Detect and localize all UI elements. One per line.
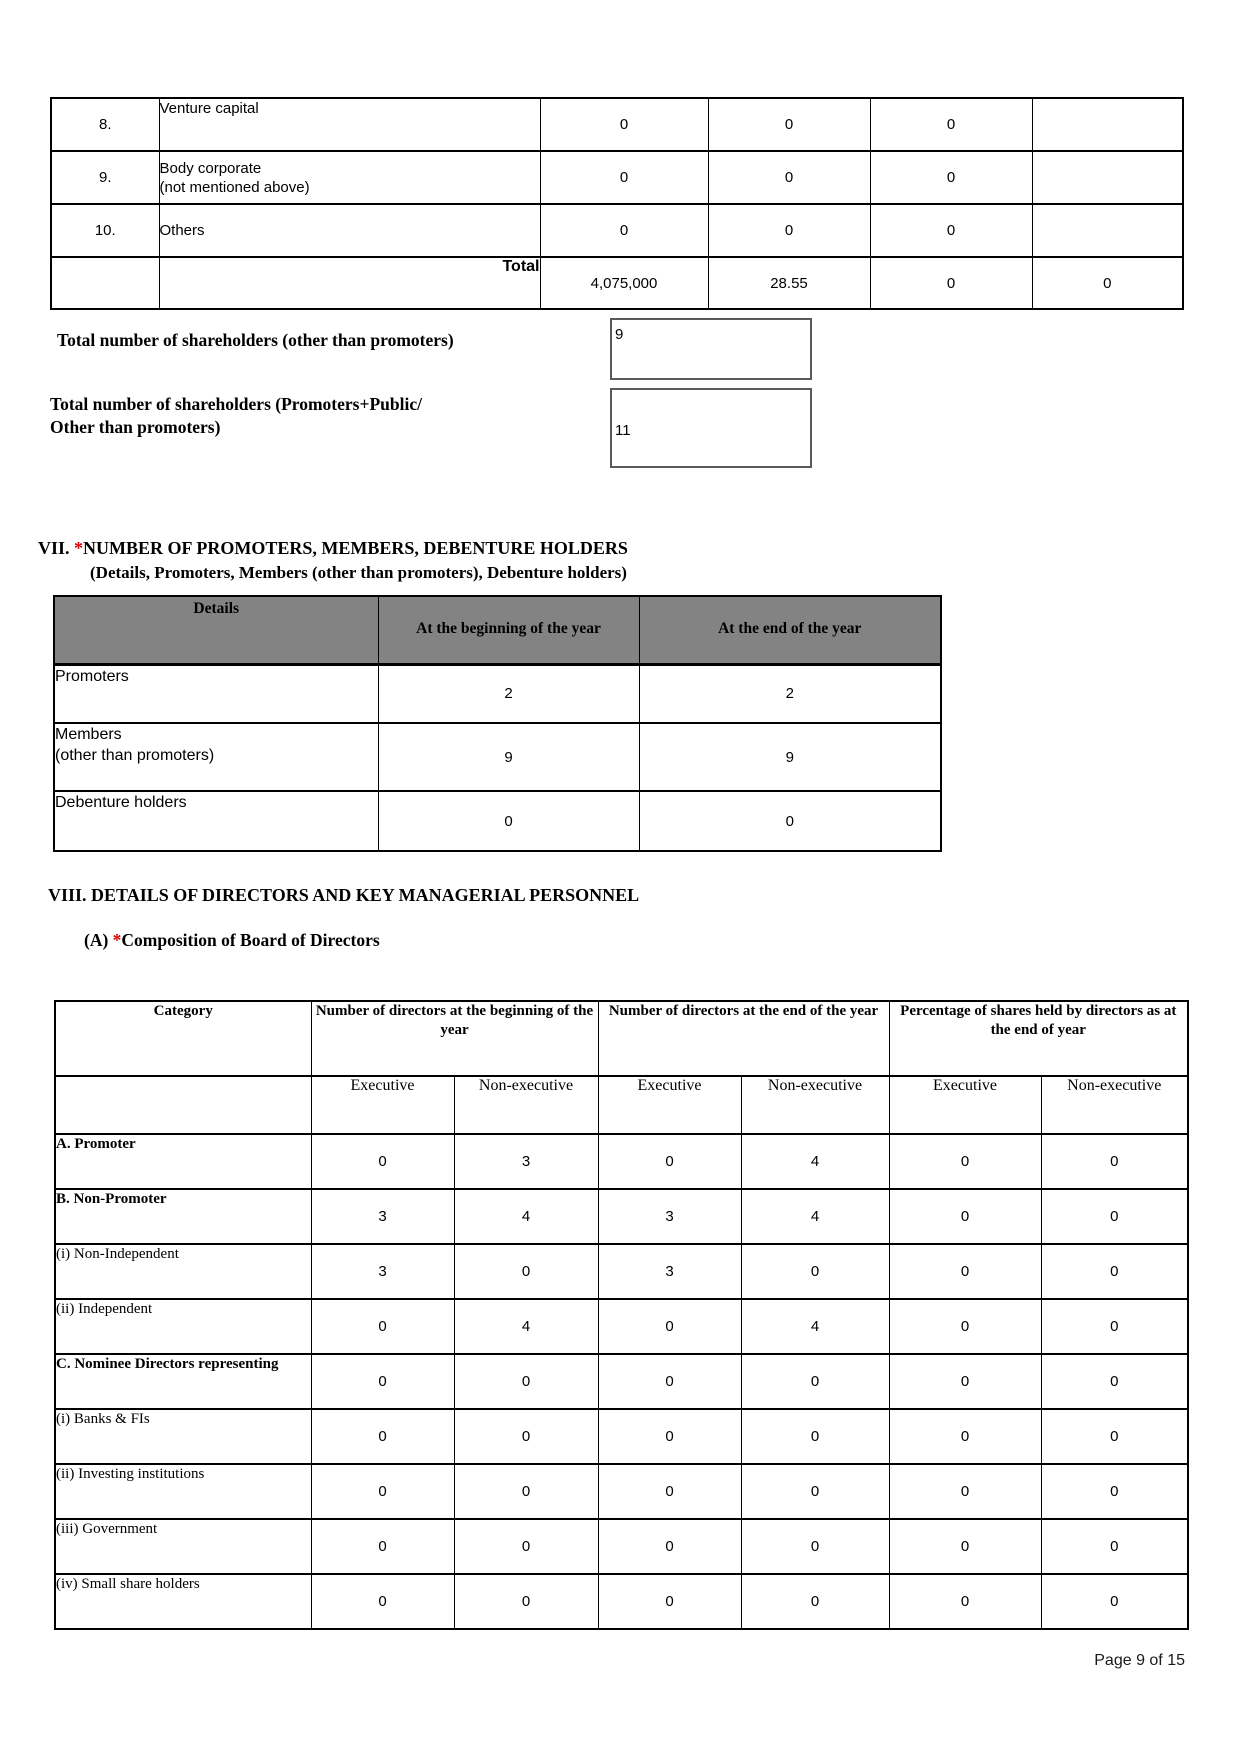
table-row xyxy=(51,204,1183,257)
table-cell xyxy=(51,257,159,309)
table-row xyxy=(55,1354,1188,1409)
table-cell: 0 xyxy=(1041,1464,1188,1519)
table-cell xyxy=(55,1076,311,1134)
table-cell: 2 xyxy=(378,664,639,723)
category-label xyxy=(159,151,540,204)
row-label: Debenture holders xyxy=(54,791,378,851)
table-cell: 0 xyxy=(311,1519,454,1574)
shareholders-other-label: Total number of shareholders (other than promoters) xyxy=(57,330,454,350)
label-line: Total number of shareholders (Promoters+Public/ xyxy=(50,394,422,414)
section-viii-a-title xyxy=(84,930,380,951)
page-number: Page 9 of 15 xyxy=(1094,1652,1185,1669)
subcolumn-header: Non-executive xyxy=(454,1076,598,1134)
section-vii-title xyxy=(38,538,628,559)
shareholding-table xyxy=(50,97,1184,310)
table-cell: 3 xyxy=(311,1189,454,1244)
table-cell: 0 xyxy=(311,1409,454,1464)
table-header-row xyxy=(55,1001,1188,1076)
table-cell: 4 xyxy=(454,1189,598,1244)
row-label xyxy=(54,723,378,791)
column-header: At the beginning of the year xyxy=(378,596,639,664)
table-cell: 0 xyxy=(1041,1574,1188,1629)
table-cell: 0 xyxy=(598,1464,741,1519)
table-cell: 0 xyxy=(708,204,870,257)
row-label: (iv) Small share holders xyxy=(55,1574,311,1629)
table-cell: 0 xyxy=(1041,1134,1188,1189)
table-cell: 0 xyxy=(311,1299,454,1354)
row-label: B. Non-Promoter xyxy=(55,1189,311,1244)
table-row xyxy=(55,1189,1188,1244)
table-cell: 0 xyxy=(1041,1244,1188,1299)
table-row xyxy=(55,1464,1188,1519)
table-cell: 0 xyxy=(741,1464,889,1519)
table-cell: 4 xyxy=(741,1299,889,1354)
table-cell: 0 xyxy=(1041,1299,1188,1354)
table-cell: 0 xyxy=(454,1464,598,1519)
label-line: Body corporate xyxy=(159,159,262,177)
table-cell: 0 xyxy=(311,1574,454,1629)
table-cell: 3 xyxy=(598,1244,741,1299)
column-header: Percentage of shares held by directors as at the end of year xyxy=(889,1001,1188,1076)
table-cell: 4 xyxy=(454,1299,598,1354)
table-cell: 0 xyxy=(870,257,1032,309)
section-vii-subtitle: (Details, Promoters, Members (other than promoters), Debenture holders) xyxy=(90,563,627,582)
table-cell: 0 xyxy=(741,1574,889,1629)
row-number: 8. xyxy=(51,98,159,151)
table-header-row xyxy=(54,596,941,664)
table-cell: 0 xyxy=(454,1244,598,1299)
row-label: A. Promoter xyxy=(55,1134,311,1189)
table-cell: 0 xyxy=(889,1189,1041,1244)
table-cell: 0 xyxy=(889,1409,1041,1464)
table-cell: 0 xyxy=(870,98,1032,151)
subsection-title-text: Composition of Board of Directors xyxy=(121,930,380,950)
table-cell: 0 xyxy=(1041,1409,1188,1464)
table-cell: 0 xyxy=(598,1409,741,1464)
row-label: (i) Non-Independent xyxy=(55,1244,311,1299)
shareholders-total-input[interactable] xyxy=(610,388,812,468)
table-row xyxy=(55,1574,1188,1629)
subcolumn-header: Executive xyxy=(311,1076,454,1134)
table-cell: 0 xyxy=(454,1519,598,1574)
table-cell: 0 xyxy=(741,1354,889,1409)
table-cell: 0 xyxy=(870,151,1032,204)
table-row xyxy=(55,1519,1188,1574)
table-cell: 0 xyxy=(598,1299,741,1354)
table-cell: 0 xyxy=(598,1519,741,1574)
table-cell: 0 xyxy=(540,151,708,204)
shareholders-total-label xyxy=(50,393,422,439)
table-row xyxy=(55,1409,1188,1464)
subcolumn-header: Executive xyxy=(889,1076,1041,1134)
table-cell: 0 xyxy=(708,151,870,204)
label-line: (not mentioned above) xyxy=(159,178,310,196)
row-number: 9. xyxy=(51,151,159,204)
table-row xyxy=(54,664,941,723)
table-cell: 3 xyxy=(454,1134,598,1189)
table-cell: 0 xyxy=(454,1409,598,1464)
promoters-members-table xyxy=(53,595,942,852)
table-cell: 4 xyxy=(741,1189,889,1244)
table-row xyxy=(51,151,1183,204)
subcolumn-header: Non-executive xyxy=(1041,1076,1188,1134)
row-number: 10. xyxy=(51,204,159,257)
label-line: Other than promoters) xyxy=(50,417,221,437)
column-header: Number of directors at the end of the year xyxy=(598,1001,889,1076)
table-cell: 0 xyxy=(639,791,941,851)
table-cell: 0 xyxy=(540,204,708,257)
table-cell: 3 xyxy=(598,1189,741,1244)
required-asterisk: * xyxy=(112,930,122,950)
table-cell: 0 xyxy=(1041,1519,1188,1574)
total-percentage-cell: 28.55 xyxy=(708,257,870,309)
row-label: (iii) Government xyxy=(55,1519,311,1574)
table-cell: 0 xyxy=(1041,1354,1188,1409)
table-cell: 0 xyxy=(889,1244,1041,1299)
table-cell: 2 xyxy=(639,664,941,723)
table-cell: 0 xyxy=(741,1519,889,1574)
table-cell: 4 xyxy=(741,1134,889,1189)
row-label: (ii) Investing institutions xyxy=(55,1464,311,1519)
table-row xyxy=(55,1244,1188,1299)
table-cell: 0 xyxy=(889,1519,1041,1574)
subcolumn-header: Non-executive xyxy=(741,1076,889,1134)
shareholders-other-input[interactable] xyxy=(610,318,812,380)
section-number: VII. xyxy=(38,538,75,558)
subsection-number: (A) xyxy=(84,930,113,950)
subcolumn-header: Executive xyxy=(598,1076,741,1134)
table-cell: 0 xyxy=(889,1574,1041,1629)
column-header: Details xyxy=(54,596,378,664)
table-cell: 0 xyxy=(708,98,870,151)
table-row xyxy=(55,1134,1188,1189)
table-row xyxy=(51,98,1183,151)
table-cell: 0 xyxy=(311,1354,454,1409)
table-cell: 0 xyxy=(311,1464,454,1519)
row-label: (ii) Independent xyxy=(55,1299,311,1354)
input-value: 9 xyxy=(615,326,624,343)
required-asterisk: * xyxy=(74,538,84,558)
board-composition-table xyxy=(54,1000,1189,1630)
label-line: Members xyxy=(55,726,122,743)
table-cell xyxy=(1032,98,1183,151)
table-cell: 0 xyxy=(889,1464,1041,1519)
row-label: C. Nominee Directors representing xyxy=(55,1354,311,1409)
table-cell: 0 xyxy=(889,1134,1041,1189)
table-cell: 9 xyxy=(639,723,941,791)
table-cell: 0 xyxy=(741,1244,889,1299)
table-cell: 0 xyxy=(378,791,639,851)
column-header: Category xyxy=(55,1001,311,1076)
section-viii-title: VIII. DETAILS OF DIRECTORS AND KEY MANAGERIAL PERSONNEL xyxy=(48,885,640,905)
table-row xyxy=(54,791,941,851)
table-cell: 0 xyxy=(454,1354,598,1409)
table-cell xyxy=(1032,204,1183,257)
table-cell xyxy=(1032,151,1183,204)
table-cell: 0 xyxy=(598,1574,741,1629)
total-label: Total xyxy=(159,257,540,309)
table-cell: 0 xyxy=(311,1134,454,1189)
table-cell: 0 xyxy=(1041,1189,1188,1244)
total-shares-cell: 4,075,000 xyxy=(540,257,708,309)
table-cell: 0 xyxy=(540,98,708,151)
table-cell: 0 xyxy=(598,1354,741,1409)
table-cell: 0 xyxy=(454,1574,598,1629)
table-cell: 0 xyxy=(1032,257,1183,309)
category-label: Others xyxy=(159,204,540,257)
section-title-text: NUMBER OF PROMOTERS, MEMBERS, DEBENTURE HOLDERS xyxy=(83,538,628,558)
category-label: Venture capital xyxy=(159,98,540,151)
input-value: 11 xyxy=(615,422,631,439)
column-header: At the end of the year xyxy=(639,596,941,664)
row-label: (i) Banks & FIs xyxy=(55,1409,311,1464)
table-row xyxy=(54,723,941,791)
table-cell: 0 xyxy=(870,204,1032,257)
row-label: Promoters xyxy=(54,664,378,723)
table-cell: 0 xyxy=(889,1299,1041,1354)
table-row xyxy=(55,1299,1188,1354)
table-cell: 0 xyxy=(889,1354,1041,1409)
total-row xyxy=(51,257,1183,309)
column-header: Number of directors at the beginning of the year xyxy=(311,1001,598,1076)
table-cell: 0 xyxy=(598,1134,741,1189)
table-cell: 0 xyxy=(741,1409,889,1464)
label-line: (other than promoters) xyxy=(55,747,215,764)
table-cell: 9 xyxy=(378,723,639,791)
table-subheader-row xyxy=(55,1076,1188,1134)
table-cell: 3 xyxy=(311,1244,454,1299)
